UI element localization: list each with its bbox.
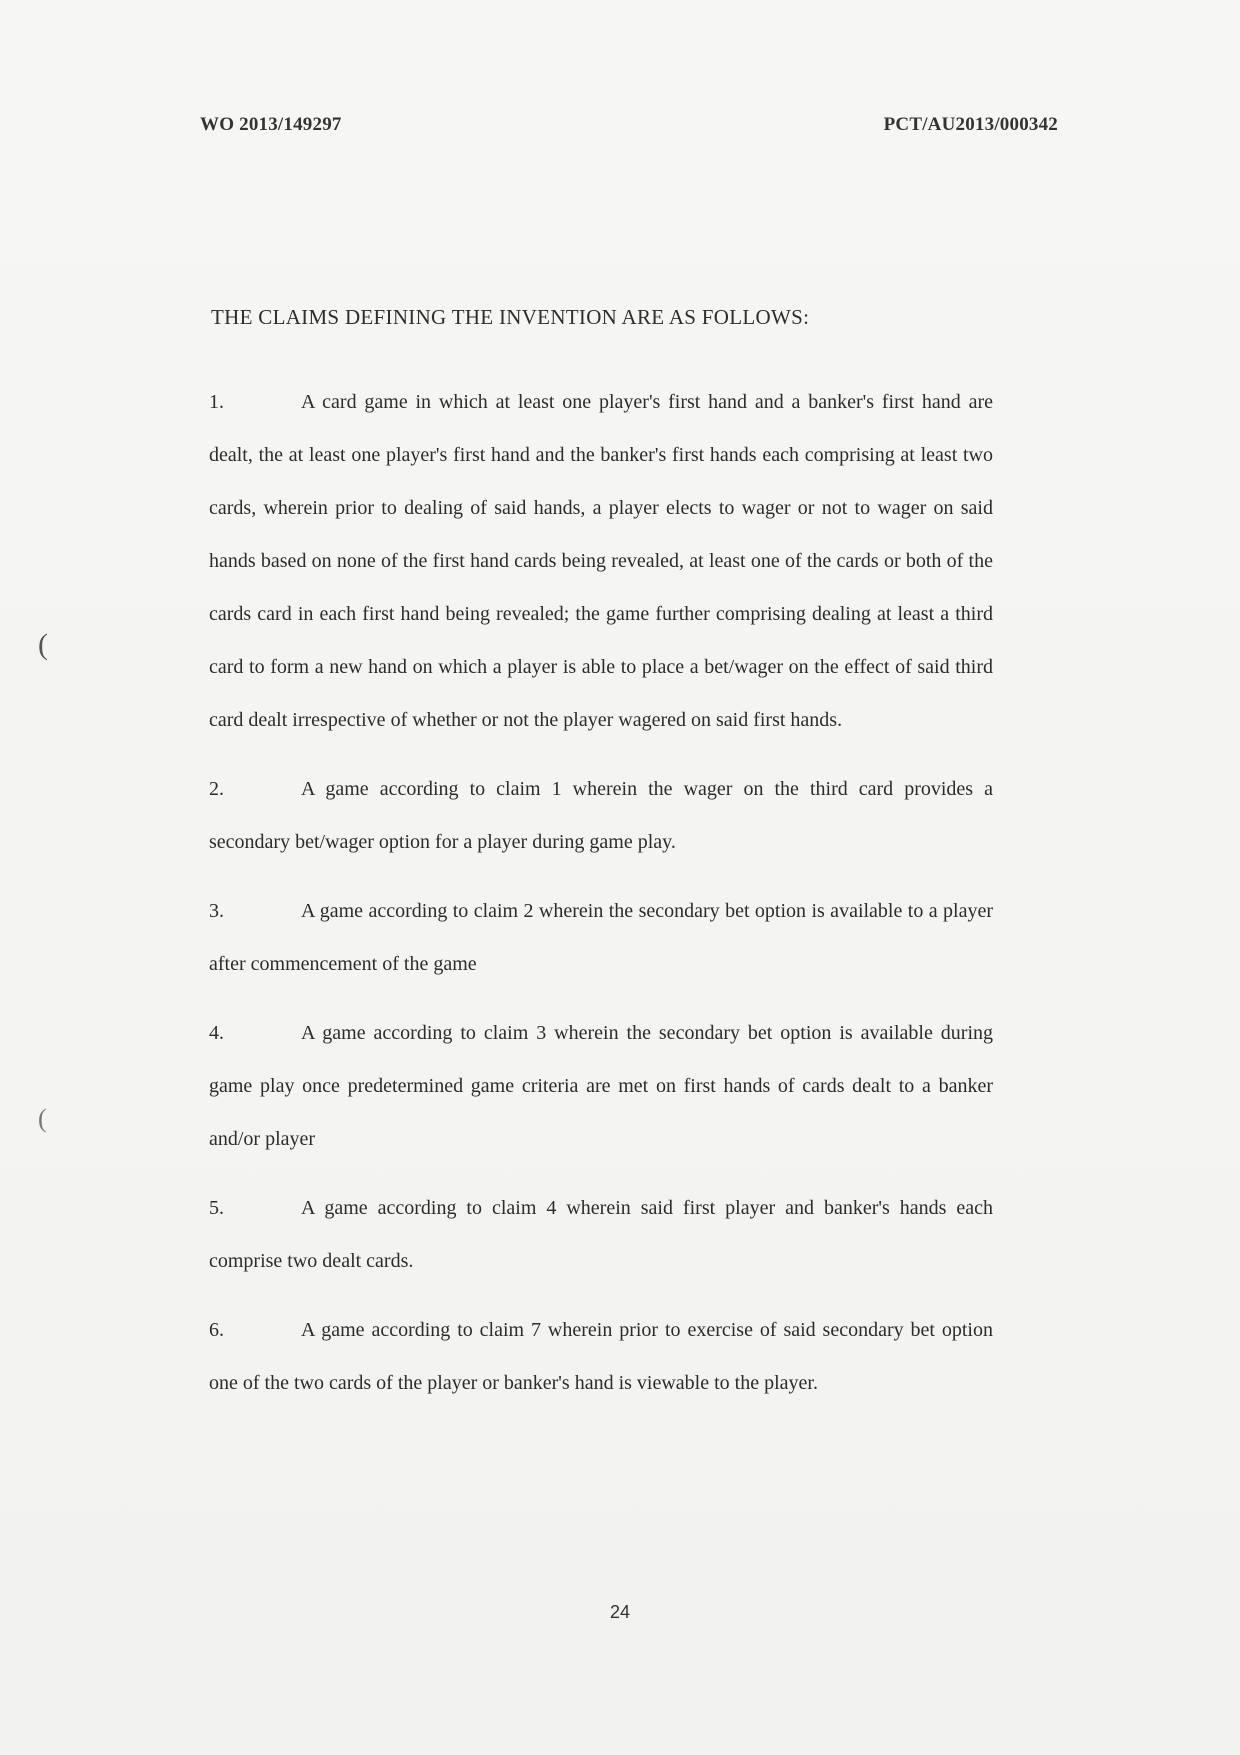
claim-number: 3. xyxy=(209,900,224,922)
claim-text: A card game in which at least one player's first hand and a banker's first hand are dealt, the at least one player's first hand and the banker's first hands each comprising at least two cards, wherein prior to dealing of said hands, a player elects to wager or not to wager on said hands based on none of the first hand cards being revealed, at least one of the cards or both of the cards card in each first hand being revealed; the game further comprising dealing at least a third card to form a new hand on which a player is able to place a bet/wager on the effect of said third card dealt irrespective of whether or not the player wagered on said first hands. xyxy=(209,391,993,731)
claim-item xyxy=(209,1182,993,1288)
claim-number: 2. xyxy=(209,778,224,800)
application-number: PCT/AU2013/000342 xyxy=(883,114,1058,135)
claim-number: 6. xyxy=(209,1319,224,1341)
claim-number: 5. xyxy=(209,1197,224,1219)
claim-number: 1. xyxy=(209,391,224,413)
claim-item xyxy=(209,376,993,747)
page-number: 24 xyxy=(609,1602,631,1622)
claim-text: A game according to claim 2 wherein the secondary bet option is available to a player after commencement of the game xyxy=(209,900,993,975)
publication-number: WO 2013/149297 xyxy=(200,114,342,135)
margin-mark: ( xyxy=(38,628,48,661)
claims-list xyxy=(209,376,993,1410)
claim-item xyxy=(209,763,993,869)
claim-text: A game according to claim 3 wherein the secondary bet option is available during game play once predetermined game criteria are met on first hands of cards dealt to a banker and/or player xyxy=(209,1022,993,1150)
claim-text: A game according to claim 4 wherein said first player and banker's hands each comprise two dealt cards. xyxy=(209,1197,993,1272)
claim-item xyxy=(209,885,993,991)
claim-text: A game according to claim 7 wherein prior to exercise of said secondary bet option one of the two cards of the player or banker's hand is viewable to the player. xyxy=(209,1319,993,1394)
claims-heading: THE CLAIMS DEFINING THE INVENTION ARE AS FOLLOWS: xyxy=(211,305,810,329)
margin-mark: ( xyxy=(38,1104,47,1133)
claim-item xyxy=(209,1007,993,1166)
claim-number: 4. xyxy=(209,1022,224,1044)
claim-text: A game according to claim 1 wherein the wager on the third card provides a secondary bet/wager option for a player during game play. xyxy=(209,778,993,853)
claim-item xyxy=(209,1304,993,1410)
